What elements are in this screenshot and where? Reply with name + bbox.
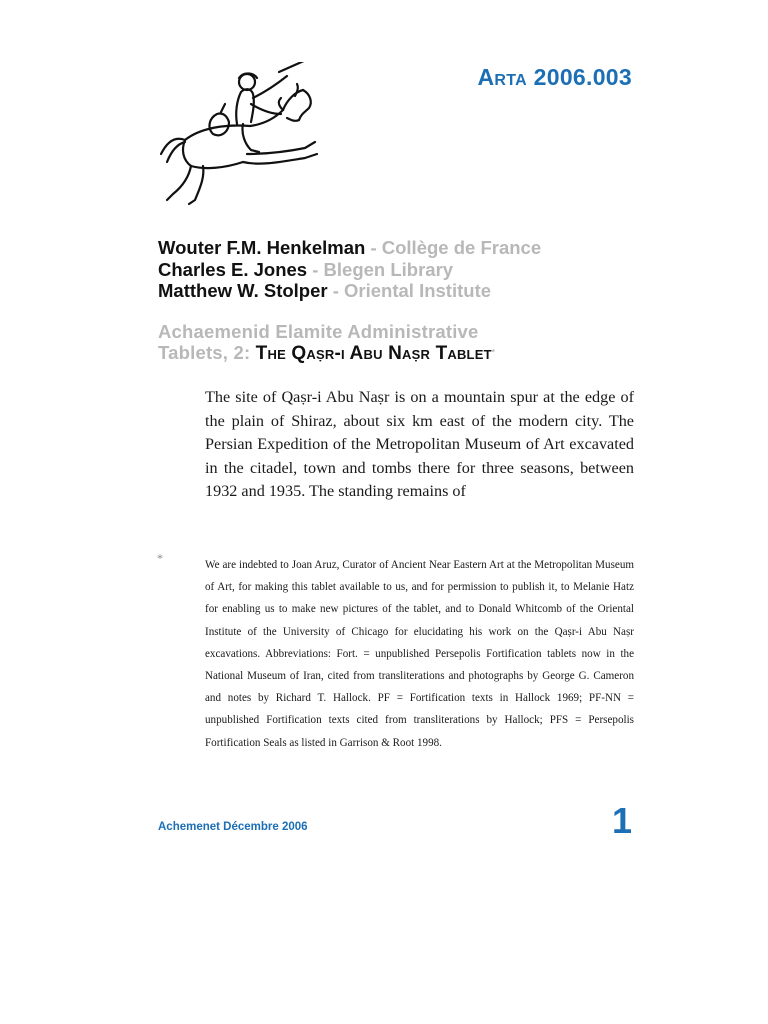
author-line xyxy=(158,237,541,259)
author-line xyxy=(158,280,541,302)
author-affiliation: - Oriental Institute xyxy=(332,280,492,301)
author-name: Charles E. Jones xyxy=(158,258,308,280)
footnote-marker: * xyxy=(157,551,163,565)
body-paragraph: The site of Qaṣr-i Abu Naṣr is on a mountain spur at the edge of the plain of Shiraz, about six km east of the modern city. The Persian Expedition of the Metropolitan Museum of Art excavated in the citadel, town and tombs there for three seasons, between 1932 and 1935. The standing remains of xyxy=(205,388,634,501)
author-list xyxy=(158,237,541,302)
author-line xyxy=(158,259,541,281)
series-name: Arta xyxy=(477,64,527,90)
author-affiliation: - Blegen Library xyxy=(312,258,454,280)
author-affiliation: - Collège de France xyxy=(370,237,542,258)
page-number: 1 xyxy=(611,800,632,841)
author-name: Wouter F.M. Henkelman xyxy=(158,237,366,258)
footer-journal: Achemenet Décembre 2006 xyxy=(158,821,308,833)
horse-rider-logo-icon xyxy=(155,62,335,212)
title-line-2 xyxy=(158,342,495,364)
title-footnote-marker: * xyxy=(491,348,496,357)
series-number: 2006.003 xyxy=(533,64,632,90)
author-name: Matthew W. Stolper xyxy=(158,280,328,301)
footnote-text: We are indebted to Joan Aruz, Curator of Ancient Near Eastern Art at the Metropolitan Museum of Art, for making this tablet available to us, and for permission to publish it, to Melanie Hatz for enabling us to make new pictures of the tablet, and to Donald Whitcomb of the Oriental Institute of the University of Chicago for elucidating his work on the Qaṣr-i Abu Naṣr excavations. Abbreviations: Fort. = unpublished Persepolis Fortification tablets now in the National Museum of Iran, cited from transliterations and photographs by George G. Cameron and notes by Richard T. Hallock. PF = Fortification texts in Hallock 1969; PF-NN = unpublished Fortification texts cited from transliterations by Hallock; PFS = Persepolis Fortification Seals as listed in Garrison & Root 1998. xyxy=(205,559,634,749)
body-text xyxy=(205,386,634,504)
series-identifier xyxy=(420,64,632,91)
title-main: The Qaṣr-i Abu Naṣr Tablet xyxy=(255,343,492,364)
title-prefix: Tablets, 2: xyxy=(158,342,251,363)
article-title xyxy=(158,321,495,364)
title-line-1: Achaemenid Elamite Administrative xyxy=(158,321,479,342)
footnote xyxy=(205,554,634,754)
